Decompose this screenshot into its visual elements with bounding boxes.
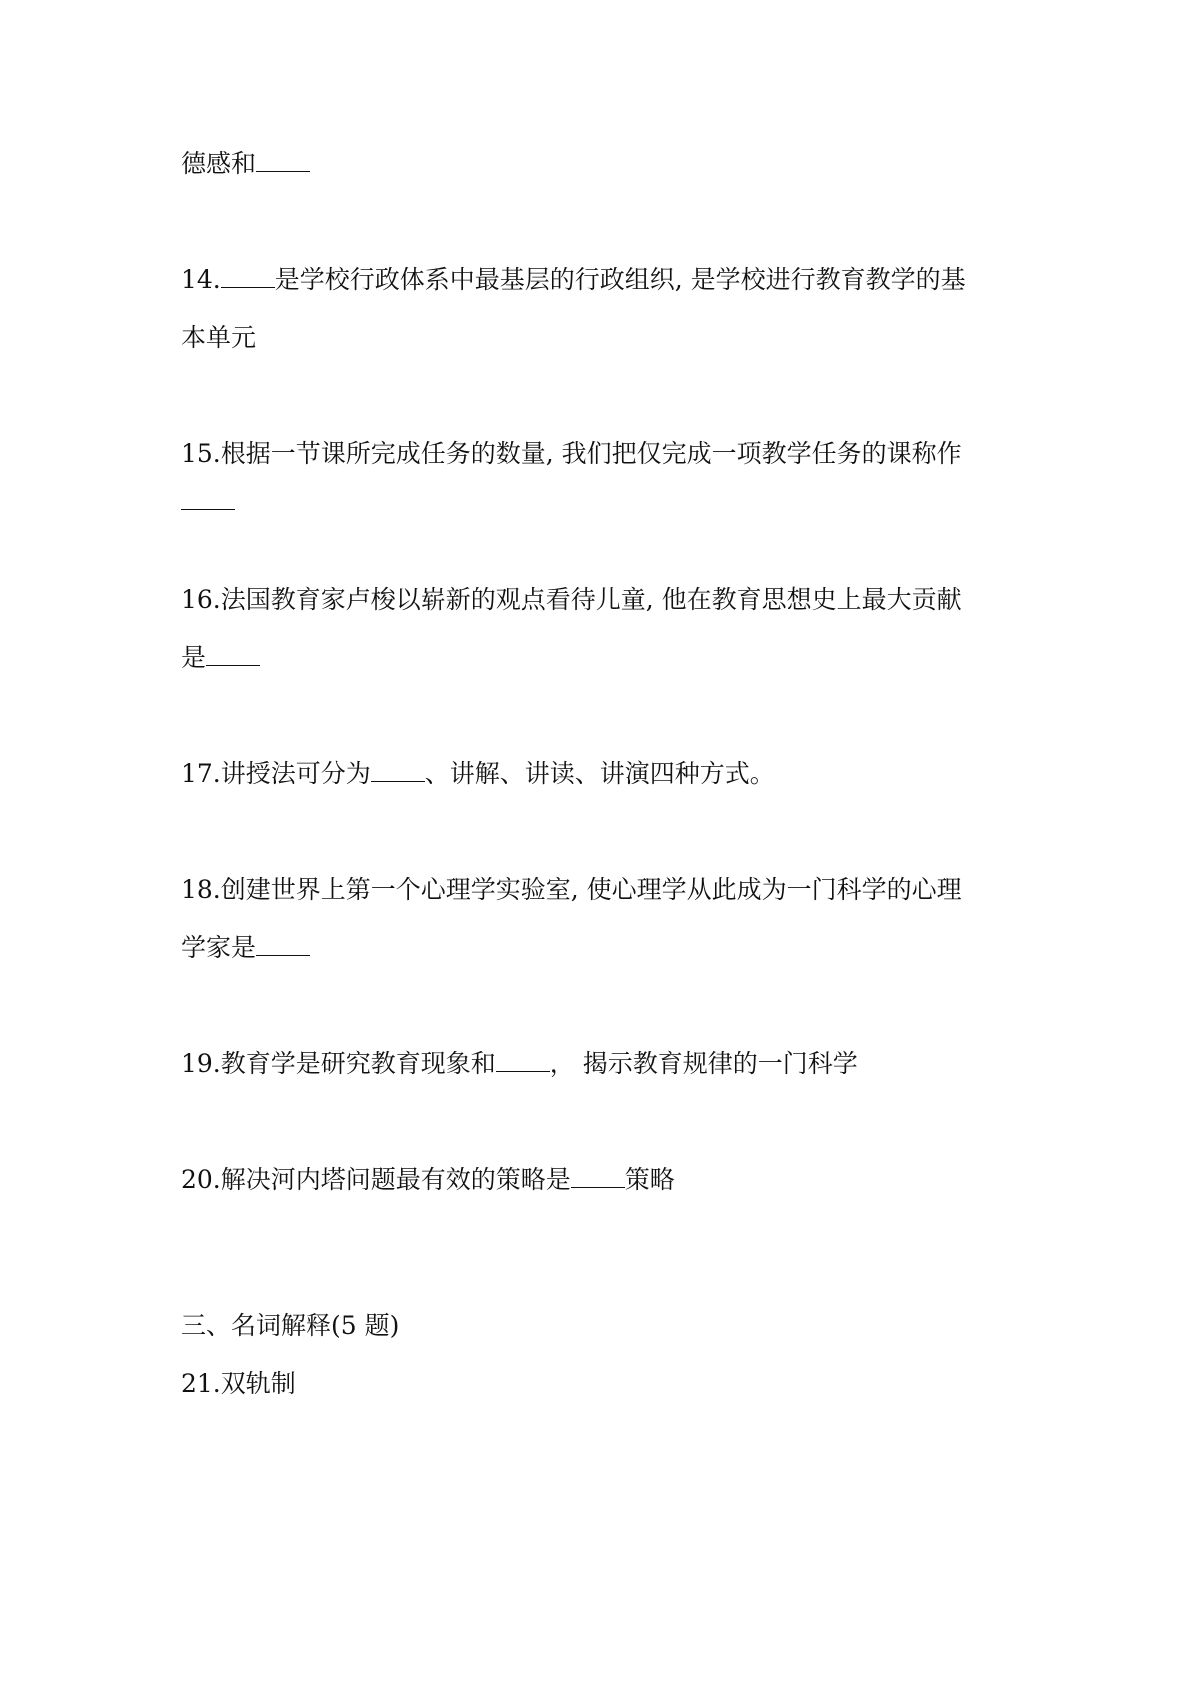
line-text: 是学校行政体系中最基层的行政组织, 是学校进行教育教学的基 — [274, 265, 966, 294]
question-16-continuation — [181, 642, 1021, 674]
question-13-continuation — [181, 148, 1021, 180]
question-19 — [181, 1048, 1021, 1080]
answer-blank — [371, 759, 425, 782]
line-text: 19.教育学是研究教育现象和 — [181, 1049, 496, 1078]
section-title: 三、名词解释(5 题) — [181, 1311, 400, 1340]
answer-blank — [181, 487, 235, 510]
answer-blank — [206, 643, 260, 666]
line-text: 16.法国教育家卢梭以崭新的观点看待儿童, 他在教育思想史上最大贡献 — [181, 585, 962, 614]
line-text: 21.双轨制 — [181, 1369, 296, 1398]
line-text: 是 — [181, 643, 207, 672]
section-heading — [181, 1310, 1021, 1342]
question-15 — [181, 438, 1021, 470]
answer-blank — [571, 1165, 625, 1188]
line-text: 15.根据一节课所完成任务的数量, 我们把仅完成一项教学任务的课称作 — [181, 439, 962, 468]
question-17 — [181, 758, 1021, 790]
question-15-continuation — [181, 486, 1021, 518]
line-text: 20.解决河内塔问题最有效的策略是 — [181, 1165, 571, 1194]
line-text: 17.讲授法可分为 — [181, 759, 371, 788]
question-14-continuation — [181, 322, 1021, 354]
line-text: ， 揭示教育规律的一门科学 — [549, 1049, 858, 1078]
line-text: 学家是 — [181, 933, 257, 962]
line-text: 本单元 — [181, 323, 257, 352]
line-text: 、讲解、讲读、讲演四种方式。 — [424, 759, 775, 788]
answer-blank — [496, 1049, 550, 1072]
question-16 — [181, 584, 1021, 616]
line-text: 策略 — [624, 1165, 675, 1194]
line-text: 德感和 — [181, 149, 257, 178]
answer-blank — [256, 149, 310, 172]
answer-blank — [256, 933, 310, 956]
question-18 — [181, 874, 1021, 906]
question-21 — [181, 1368, 1021, 1400]
question-20 — [181, 1164, 1021, 1196]
question-number: 14. — [181, 265, 221, 294]
question-14 — [181, 264, 1021, 296]
line-text: 18.创建世界上第一个心理学实验室, 使心理学从此成为一门科学的心理 — [181, 875, 962, 904]
question-18-continuation — [181, 932, 1021, 964]
answer-blank — [221, 265, 275, 288]
